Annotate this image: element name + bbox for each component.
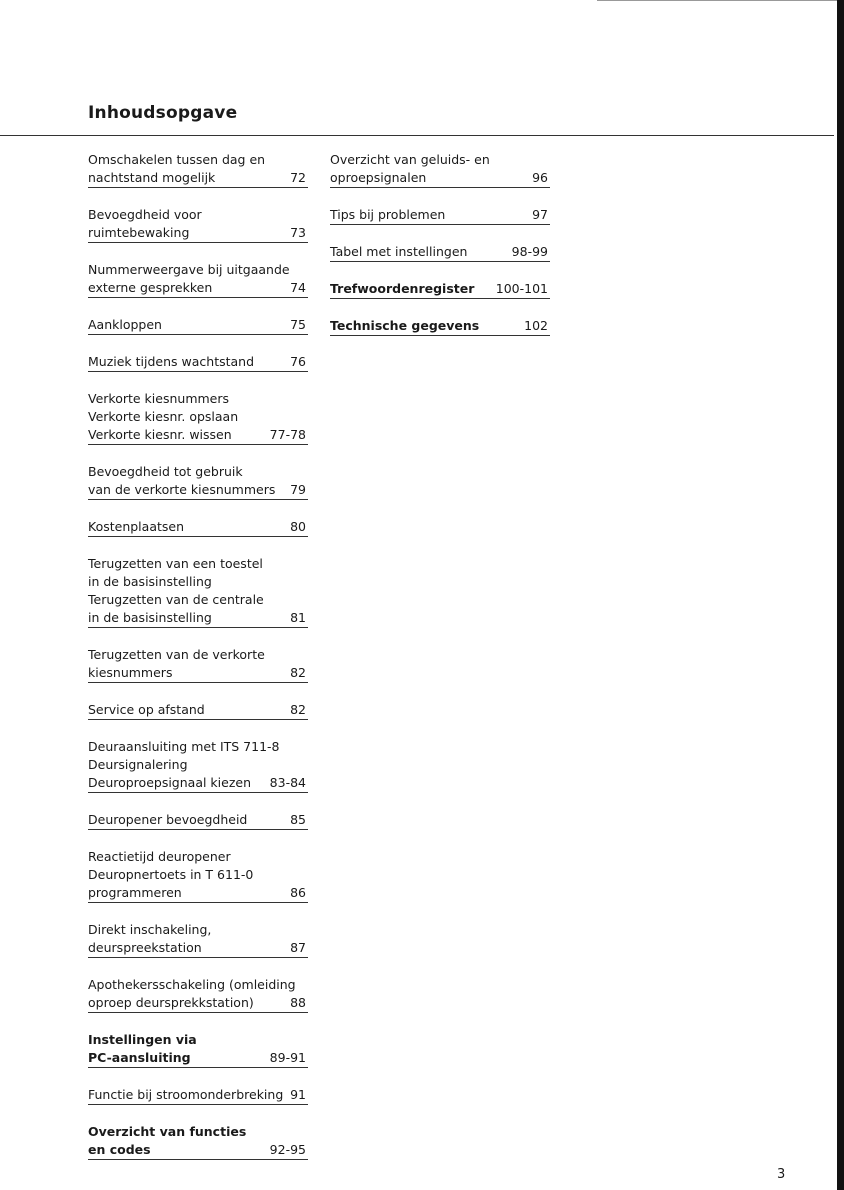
toc-entry-page: 85: [290, 812, 306, 827]
toc-right-column: [330, 151, 550, 354]
toc-entry-title-line: Overzicht van geluids- en: [330, 152, 490, 167]
toc-entry-page: 76: [290, 354, 306, 369]
toc-entry-title-line: en codes: [88, 1142, 151, 1157]
toc-entry-title-line: Bevoegdheid voor: [88, 207, 202, 222]
toc-entry-title-line: Instellingen via: [88, 1032, 197, 1047]
toc-entry-page: 96: [532, 170, 548, 185]
toc-entry-title-line: deurspreekstation: [88, 940, 202, 955]
page-title: Inhoudsopgave: [88, 103, 238, 123]
toc-entry-title-line: Terugzetten van de centrale: [88, 592, 264, 607]
title-divider: [0, 135, 834, 136]
toc-entry-page: 87: [290, 940, 306, 955]
toc-entry-page: 82: [290, 702, 306, 717]
toc-entry-page: 100-101: [495, 281, 548, 296]
toc-entry-page: 83-84: [269, 775, 306, 790]
toc-entry-title-line: Verkorte kiesnr. wissen: [88, 427, 232, 442]
toc-entry-title-line: PC-aansluiting: [88, 1050, 191, 1065]
toc-entry: [330, 243, 550, 262]
toc-entry-title-line: Kostenplaatsen: [88, 519, 185, 534]
toc-entry: [88, 701, 308, 720]
toc-entry-title-line: in de basisinstelling: [88, 574, 212, 589]
toc-entry-page: 82: [290, 665, 306, 680]
toc-entry: [88, 1123, 308, 1160]
toc-entry-page: 91: [290, 1087, 306, 1102]
toc-entry: [330, 206, 550, 225]
toc-entry-title-line: nachtstand mogelijk: [88, 170, 216, 185]
toc-entry-page: 72: [290, 170, 306, 185]
toc-entry-title-line: Nummerweergave bij uitgaande: [88, 262, 290, 277]
toc-entry-title-line: Functie bij stroomonderbreking: [88, 1087, 284, 1102]
toc-entry-title-line: Omschakelen tussen dag en: [88, 152, 266, 167]
toc-entry-title-line: Deuropnertoets in T 611-0: [88, 867, 254, 882]
toc-entry-page: 73: [290, 225, 306, 240]
toc-entry-page: 79: [290, 482, 306, 497]
toc-entry-page: 77-78: [269, 427, 306, 442]
toc-entry: [88, 848, 308, 903]
toc-entry: [88, 646, 308, 683]
toc-entry-title-line: ruimtebewaking: [88, 225, 190, 240]
toc-entry: [88, 151, 308, 188]
toc-entry: [330, 151, 550, 188]
toc-entry-page: 88: [290, 995, 306, 1010]
toc-entry-title-line: Terugzetten van de verkorte: [88, 647, 265, 662]
toc-entry: [88, 261, 308, 298]
toc-entry: [88, 353, 308, 372]
toc-entry-title-line: externe gesprekken: [88, 280, 213, 295]
toc-entry-title-line: Reactietijd deuropener: [88, 849, 231, 864]
toc-entry-page: 75: [290, 317, 306, 332]
toc-entry-title-line: Bevoegdheid tot gebruik: [88, 464, 243, 479]
toc-entry-title-line: oproep deursprekkstation): [88, 995, 254, 1010]
toc-entry: [88, 463, 308, 500]
toc-entry-title-line: Aankloppen: [88, 317, 162, 332]
toc-entry-title-line: Direkt inschakeling,: [88, 922, 212, 937]
toc-entry: [88, 738, 308, 793]
toc-entry-title-line: Apothekersschakeling (omleiding: [88, 977, 296, 992]
toc-left-column: [88, 151, 308, 1178]
toc-entry: [330, 280, 550, 299]
toc-entry-page: 89-91: [269, 1050, 306, 1065]
toc-entry-title-line: Verkorte kiesnummers: [88, 391, 230, 406]
page-number: 3: [777, 1167, 786, 1182]
toc-entry-page: 102: [524, 318, 548, 333]
toc-entry: [88, 316, 308, 335]
toc-entry: [88, 1086, 308, 1105]
toc-entry-page: 86: [290, 885, 306, 900]
scan-edge: [837, 0, 844, 1190]
toc-entry-title-line: van de verkorte kiesnummers: [88, 482, 276, 497]
toc-entry-title-line: in de basisinstelling: [88, 610, 212, 625]
toc-entry-page: 92-95: [269, 1142, 306, 1157]
toc-entry: [88, 1031, 308, 1068]
toc-entry-title-line: Tabel met instellingen: [330, 244, 468, 259]
toc-entry: [88, 390, 308, 445]
toc-entry: [88, 811, 308, 830]
toc-entry-title-line: kiesnummers: [88, 665, 173, 680]
toc-entry-page: 74: [290, 280, 306, 295]
toc-entry-title-line: Muziek tijdens wachtstand: [88, 354, 255, 369]
toc-entry-title-line: Deuraansluiting met ITS 711-8: [88, 739, 280, 754]
toc-entry-title-line: Deuroproepsignaal kiezen: [88, 775, 252, 790]
toc-entry: [88, 206, 308, 243]
toc-entry-title-line: Deuropener bevoegdheid: [88, 812, 248, 827]
toc-entry-page: 80: [290, 519, 306, 534]
toc-entry: [330, 317, 550, 336]
toc-entry-title-line: Deursignalering: [88, 757, 188, 772]
toc-entry-title-line: oproepsignalen: [330, 170, 427, 185]
toc-entry: [88, 921, 308, 958]
scan-edge-line: [597, 0, 837, 1]
toc-entry-title-line: Overzicht van functies: [88, 1124, 247, 1139]
toc-entry: [88, 518, 308, 537]
toc-entry-page: 97: [532, 207, 548, 222]
toc-entry: [88, 555, 308, 628]
toc-entry-title-line: Trefwoordenregister: [330, 281, 475, 296]
toc-entry-page: 81: [290, 610, 306, 625]
toc-entry-title-line: Technische gegevens: [330, 318, 480, 333]
toc-entry: [88, 976, 308, 1013]
toc-entry-title-line: Tips bij problemen: [330, 207, 446, 222]
toc-entry-title-line: Terugzetten van een toestel: [88, 556, 263, 571]
toc-entry-title-line: Verkorte kiesnr. opslaan: [88, 409, 239, 424]
toc-entry-page: 98-99: [511, 244, 548, 259]
toc-entry-title-line: Service op afstand: [88, 702, 205, 717]
toc-entry-title-line: programmeren: [88, 885, 182, 900]
